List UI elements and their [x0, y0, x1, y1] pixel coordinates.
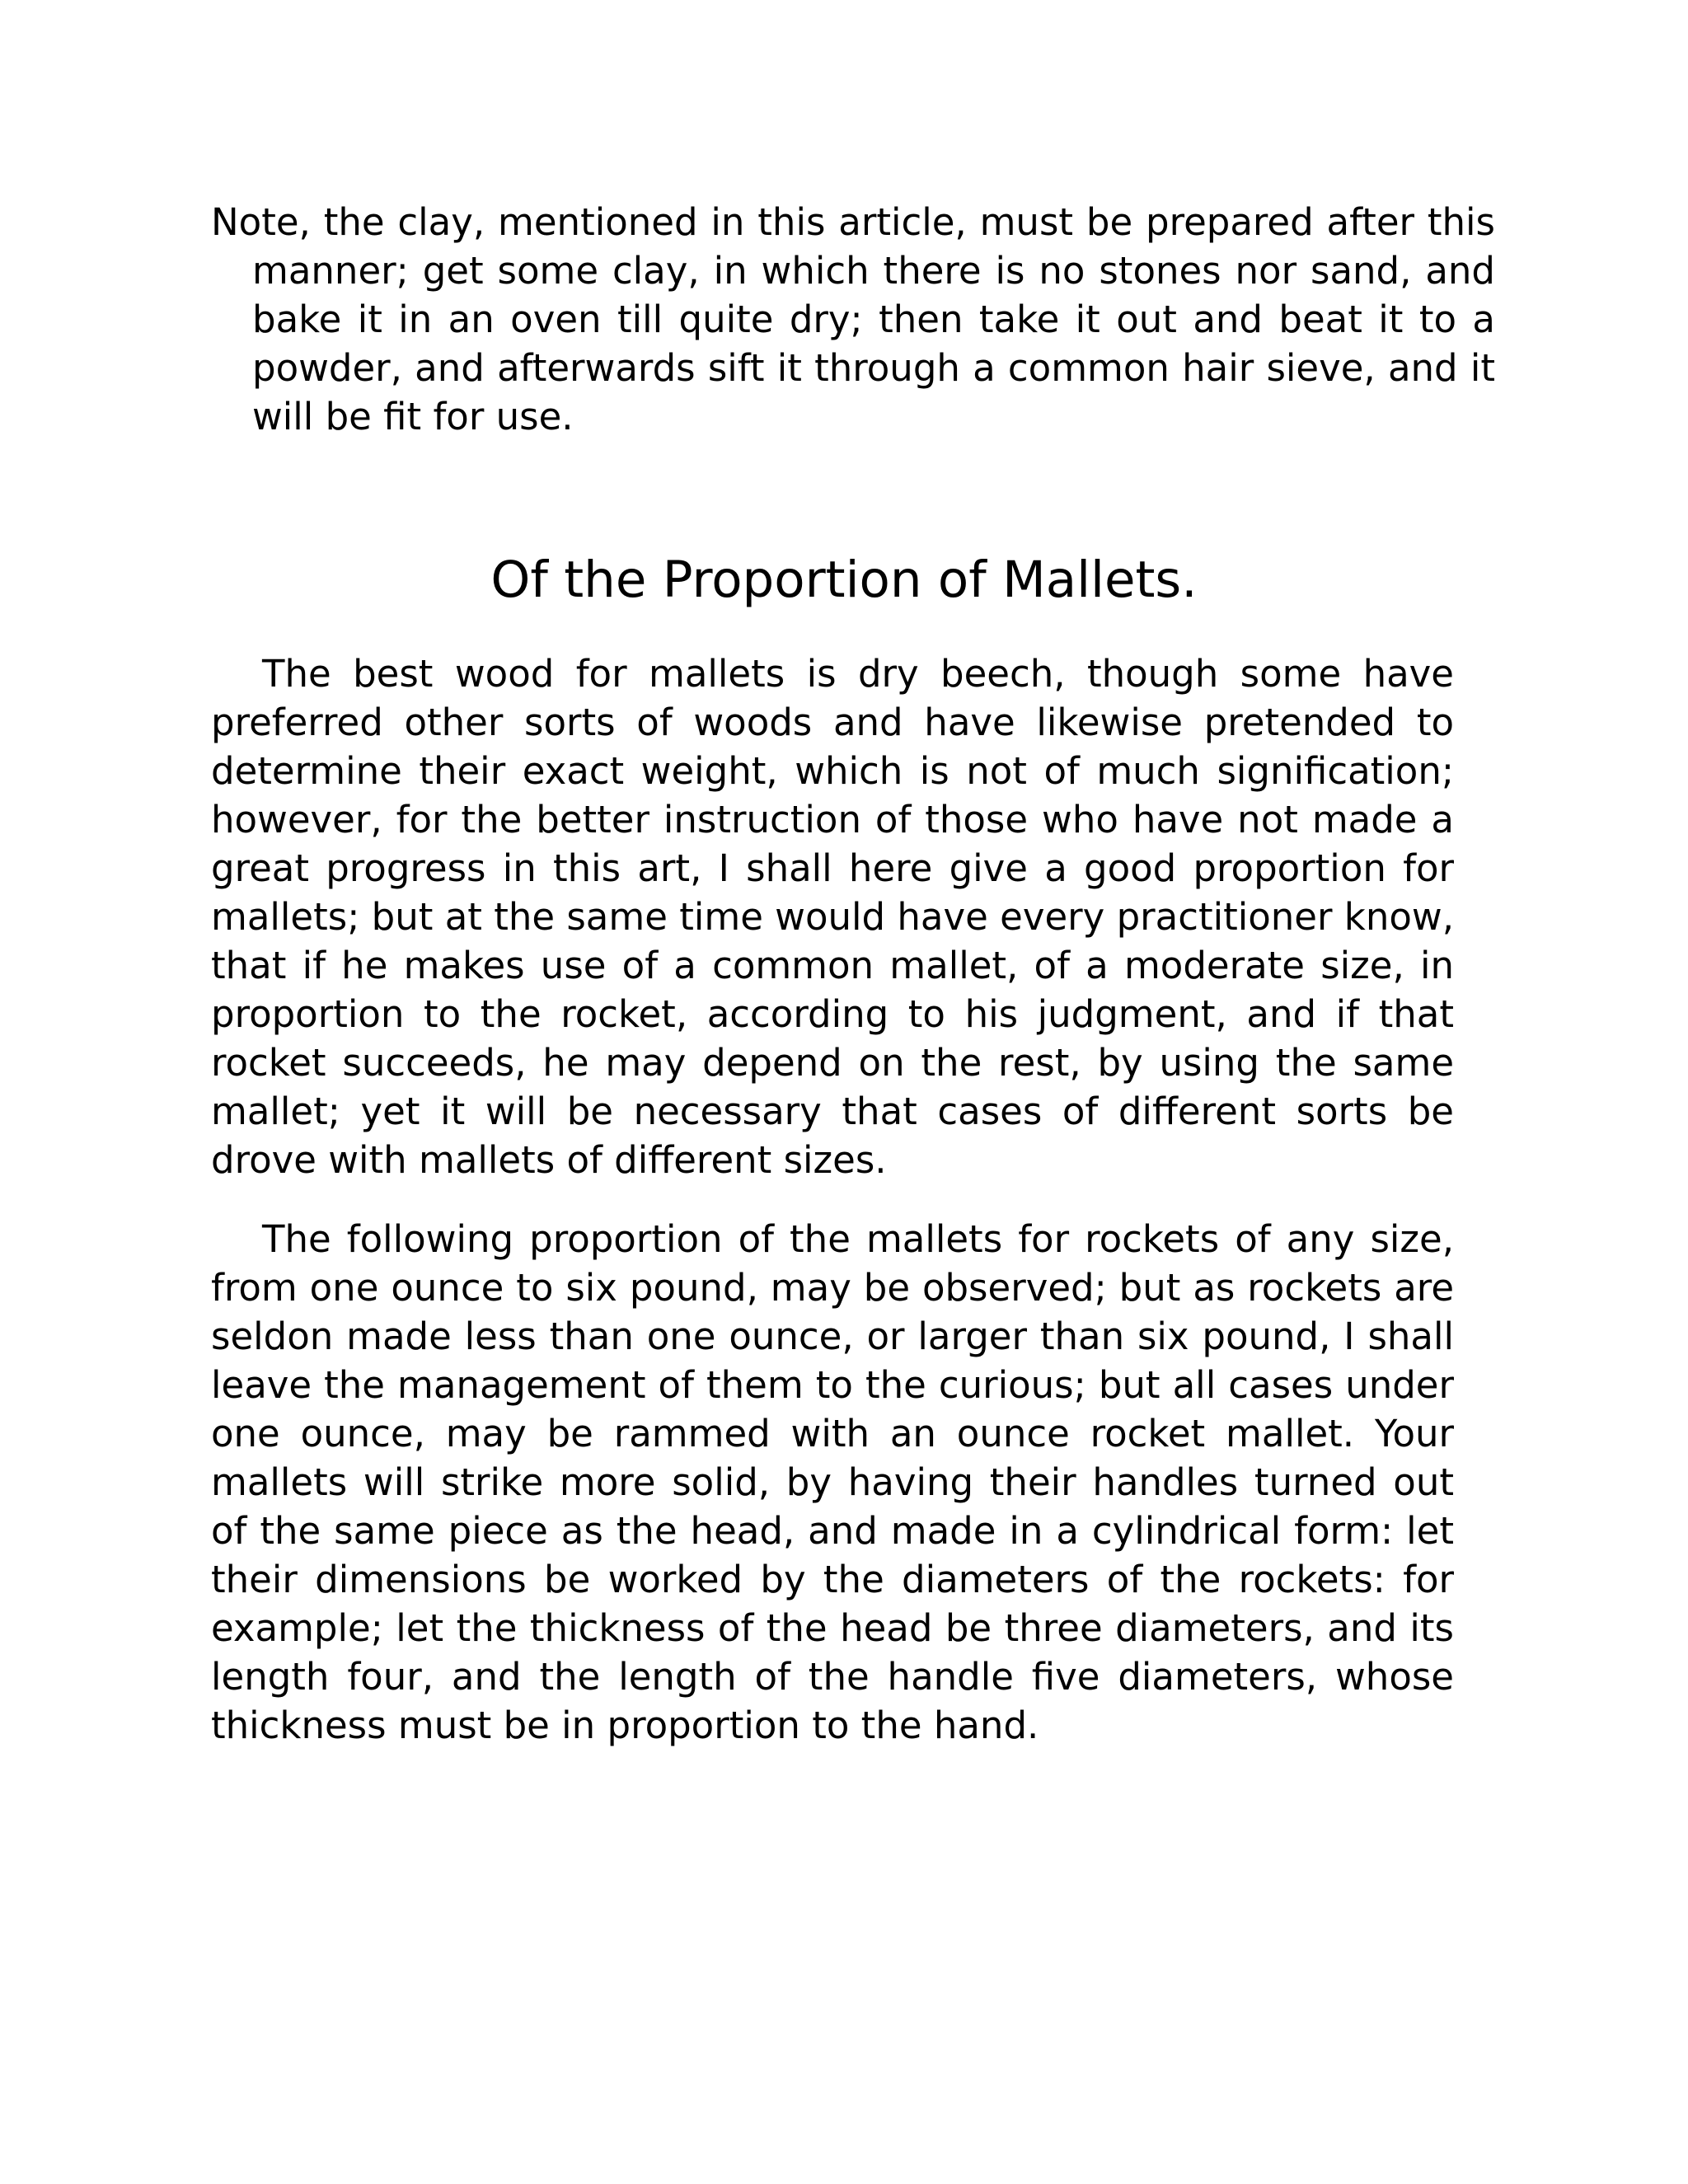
paragraph-mallet-wood: The best wood for mallets is dry beech, though some have preferred other sorts of woods and have likewise pretended to determine their exact weight, which is not of much signification; however, for the better instruction of those who have not made a great progress in this art, I shall here give a good proportion for mallets; but at the same time would have every practitioner know, that if he makes use of a common mallet, of a moderate size, in proportion to the rocket, according to his judgment, and if that rocket succeeds, he may depend on the rest, by using the same mallet; yet it will be necessary that cases of different sorts be drove with mallets of different sizes. — [211, 652, 1455, 1182]
paragraph-mallet-proportion: The following proportion of the mallets for rockets of any size, from one ounce to six pound, may be observed; but as rockets are seldon made less than one ounce, or larger than six pound, I shall leave the management of them to the curious; but all cases under one ounce, may be rammed with an ounce rocket mallet. Your mallets will strike more solid, by having their handles turned out of the same piece as the head, and made in a cylindrical form: let their dimensions be worked by the diameters of the rockets: for example; let the thickness of the head be three diameters, and its length four, and the length of the handle five diameters, whose thickness must be in proportion to the hand. — [211, 1217, 1454, 1747]
section-heading: Of the Proportion of Mallets. — [490, 551, 1198, 609]
clay-preparation-note: Note, the clay, mentioned in this article, must be prepared after this manner; get some clay, in which there is no stones nor sand, and bake it in an oven till quite dry; then take it out and beat it to a powder, and afterwards sift it through a common hair sieve, and it will be fit for use. — [211, 200, 1495, 438]
